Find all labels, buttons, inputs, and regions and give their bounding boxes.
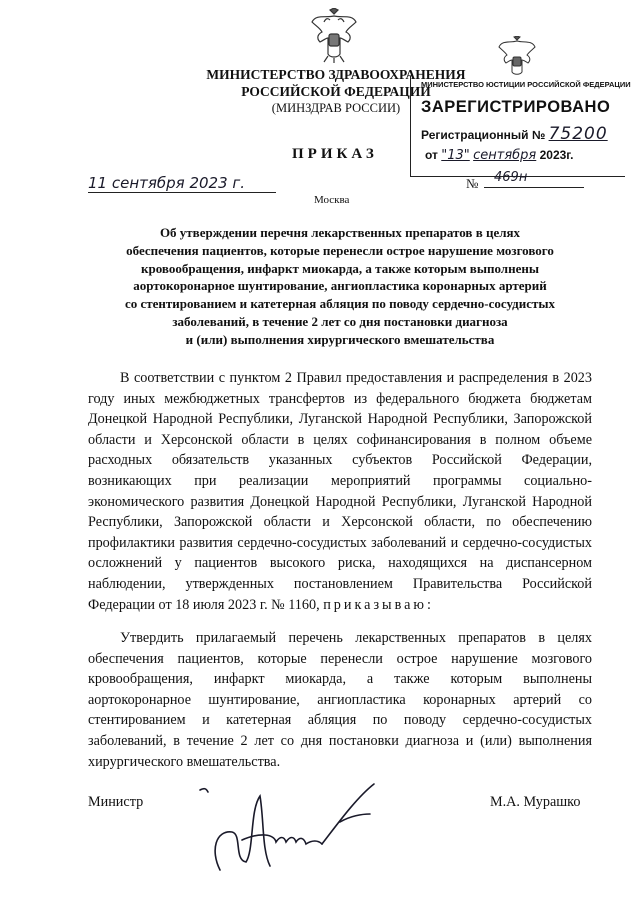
title-line: Об утверждении перечня лекарственных препаратов в целях [159, 225, 521, 240]
title-line: обеспечения пациентов, которые перенесли острое нарушение мозгового [126, 242, 554, 258]
ministry-name-line1: МИНИСТЕРСТВО ЗДРАВООХРАНЕНИЯ [206, 67, 466, 82]
order-number-underline [484, 187, 584, 188]
stamp-department: МИНИСТЕРСТВО ЮСТИЦИИ РОССИЙСКОЙ ФЕДЕРАЦИИ [421, 80, 631, 89]
order-city: Москва [314, 194, 350, 206]
stamp-emblem-icon [496, 36, 538, 80]
ministry-abbreviation: (МИНЗДРАВ РОССИИ) [271, 101, 401, 115]
signatory-name: М.А. Мурашко [490, 794, 581, 810]
stamp-registered: ЗАРЕГИСТРИРОВАНО [421, 98, 611, 116]
order-date: 11 сентября 2023 г. [88, 174, 276, 193]
stamp-date-day: "13" [441, 148, 470, 163]
document-title [88, 224, 592, 349]
order-number-line [466, 170, 584, 192]
title-line: аортокоронарное шунтирование, ангиопластика коронарных артерий [133, 278, 547, 294]
title-line: кровообращения, инфаркт миокарда, а также которым выполнены [140, 260, 539, 276]
signature-icon [190, 770, 390, 880]
registration-stamp [410, 76, 631, 177]
stamp-reg-number: 75200 [548, 124, 608, 144]
stamp-date-month: сентября [473, 148, 537, 163]
stamp-date-prefix: от [425, 148, 438, 162]
stamp-date-line [425, 148, 573, 163]
body-paragraph-1 [88, 368, 592, 615]
title-line: и (или) выполнения хирургического вмешательства [185, 331, 495, 347]
doc-type-title: ПРИКАЗ [292, 146, 378, 162]
coat-of-arms-icon [308, 8, 360, 64]
paragraph-1-text: В соответствии с пунктом 2 Правил предоставления и распределения в 2023 году иных межбюджетных трансфертов из федерального бюджета бюджетам Донецкой Народной Республики, Луганской Народной Республики, Запорожской области и Херсонской области в целях софинансирования в полном объеме расходных обязательств указанных субъектов Российской Федерации, возникающих при реализации мероприятий программы социально-экономического развития Донецкой Народной Республики, Луганской Народной Республики, Запорожской области и Херсонской области, по обеспечению профилактики развития сердечно-сосудистых заболеваний и сердечно-сосудистых осложнений у пациентов высокого риска, находящихся на диспансерном наблюдении, утвержденных постановлением Правительства Российской Федерации от 18 июля 2023 г. № 1160, [88, 370, 592, 613]
signatory-position: Министр [88, 794, 144, 810]
ministry-name-line2: РОССИЙСКОЙ ФЕДЕРАЦИИ [241, 84, 431, 99]
stamp-reg-number-line [421, 124, 608, 144]
order-number-label: № [466, 176, 479, 191]
title-line: со стентированием и катетерная абляция по поводу сердечно-сосудистых [124, 296, 555, 312]
title-line: заболеваний, в течение 2 лет со дня постановки диагноза [172, 313, 508, 329]
stamp-reg-label: Регистрационный № [421, 128, 546, 142]
body-paragraph-2: Утвердить прилагаемый перечень лекарственных препаратов в целях обеспечения пациентов, которые перенесли острое нарушение мозгового кровообращения, инфаркт миокарда, а также которым выполнены аортокоронарное шунтирование, ангиопластика коронарных артерий со стентированием и катетерная абляция по поводу сердечно-сосудистых заболеваний, в течение 2 лет со дня постановки диагноза и (или) выполнения хирургического вмешательства. [88, 630, 592, 770]
order-number: 469н [494, 170, 528, 185]
order-command: приказываю: [323, 596, 434, 613]
stamp-date-year: 2023г. [539, 148, 574, 162]
